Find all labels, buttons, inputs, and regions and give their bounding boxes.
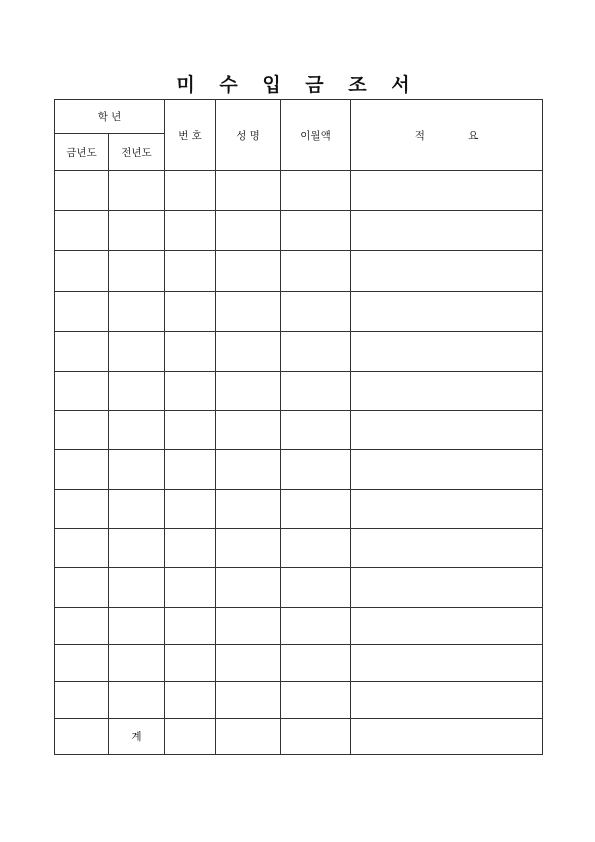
table-cell[interactable] <box>351 411 543 450</box>
table-cell[interactable] <box>351 372 543 411</box>
table-cell[interactable] <box>216 292 281 332</box>
table-cell[interactable] <box>55 211 109 251</box>
header-name: 성 명 <box>216 100 281 171</box>
header-this-year: 금년도 <box>55 134 109 171</box>
table-cell[interactable] <box>216 171 281 211</box>
table-cell[interactable] <box>165 411 216 450</box>
table-cell[interactable] <box>165 211 216 251</box>
table-cell[interactable] <box>109 332 165 372</box>
table-cell[interactable] <box>55 411 109 450</box>
table-cell[interactable] <box>351 645 543 682</box>
table-cell[interactable] <box>165 292 216 332</box>
table-cell[interactable] <box>281 450 351 490</box>
table-cell[interactable] <box>55 490 109 529</box>
total-cell[interactable] <box>165 719 216 755</box>
table-cell[interactable] <box>281 608 351 645</box>
table-cell[interactable] <box>216 450 281 490</box>
table-cell[interactable] <box>351 251 543 292</box>
table-cell[interactable] <box>109 211 165 251</box>
header-number: 번 호 <box>165 100 216 171</box>
table-cell[interactable] <box>351 608 543 645</box>
total-label: 계 <box>109 719 165 755</box>
table-cell[interactable] <box>165 529 216 568</box>
table-row <box>55 645 543 682</box>
table-cell[interactable] <box>165 645 216 682</box>
table-cell[interactable] <box>55 450 109 490</box>
table-cell[interactable] <box>165 251 216 292</box>
table-row <box>55 372 543 411</box>
table-row <box>55 171 543 211</box>
table-cell[interactable] <box>109 529 165 568</box>
header-prev-year: 전년도 <box>109 134 165 171</box>
table-cell[interactable] <box>55 682 109 719</box>
table-cell[interactable] <box>165 682 216 719</box>
table-cell[interactable] <box>216 251 281 292</box>
table-row <box>55 411 543 450</box>
table-cell[interactable] <box>351 490 543 529</box>
table-cell[interactable] <box>281 372 351 411</box>
table-cell[interactable] <box>165 372 216 411</box>
table-cell[interactable] <box>281 490 351 529</box>
header-remarks: 적 요 <box>351 100 543 171</box>
total-row <box>55 719 543 755</box>
table-cell[interactable] <box>55 568 109 608</box>
table-cell[interactable] <box>216 568 281 608</box>
table-cell[interactable] <box>165 568 216 608</box>
table-cell[interactable] <box>351 682 543 719</box>
table-cell[interactable] <box>216 608 281 645</box>
table-cell[interactable] <box>109 171 165 211</box>
table-row <box>55 211 543 251</box>
table-cell[interactable] <box>281 411 351 450</box>
table-cell[interactable] <box>216 682 281 719</box>
table-cell[interactable] <box>216 490 281 529</box>
table-cell[interactable] <box>109 411 165 450</box>
table-cell[interactable] <box>281 332 351 372</box>
table-cell[interactable] <box>109 645 165 682</box>
table-cell[interactable] <box>55 645 109 682</box>
table-cell[interactable] <box>351 211 543 251</box>
table-cell[interactable] <box>55 529 109 568</box>
table-cell[interactable] <box>281 568 351 608</box>
table-cell[interactable] <box>109 292 165 332</box>
table-cell[interactable] <box>216 372 281 411</box>
table-cell[interactable] <box>109 682 165 719</box>
table-cell[interactable] <box>55 171 109 211</box>
table-cell[interactable] <box>281 682 351 719</box>
table-row <box>55 332 543 372</box>
table-cell[interactable] <box>216 529 281 568</box>
table-row <box>55 682 543 719</box>
header-carryover: 이월액 <box>281 100 351 171</box>
table-cell[interactable] <box>216 645 281 682</box>
table-cell[interactable] <box>351 529 543 568</box>
table-cell[interactable] <box>109 372 165 411</box>
total-cell[interactable] <box>55 719 109 755</box>
table-cell[interactable] <box>281 529 351 568</box>
table-cell[interactable] <box>165 608 216 645</box>
table-body <box>55 171 543 755</box>
table-cell[interactable] <box>216 211 281 251</box>
table-row <box>55 490 543 529</box>
total-cell[interactable] <box>351 719 543 755</box>
table-cell[interactable] <box>165 450 216 490</box>
unpaid-receipts-table <box>54 99 543 755</box>
table-cell[interactable] <box>281 645 351 682</box>
table-cell[interactable] <box>351 171 543 211</box>
table-cell[interactable] <box>216 411 281 450</box>
table-cell[interactable] <box>109 450 165 490</box>
table-cell[interactable] <box>55 251 109 292</box>
document-title: 미 수 입 금 조 서 <box>176 74 419 96</box>
table-cell[interactable] <box>281 211 351 251</box>
table-cell[interactable] <box>109 251 165 292</box>
table-cell[interactable] <box>351 332 543 372</box>
table-cell[interactable] <box>281 292 351 332</box>
table-cell[interactable] <box>351 450 543 490</box>
table-cell[interactable] <box>109 490 165 529</box>
table-cell[interactable] <box>165 490 216 529</box>
table-row <box>55 251 543 292</box>
table-cell[interactable] <box>351 292 543 332</box>
table-cell[interactable] <box>109 608 165 645</box>
table-cell[interactable] <box>351 568 543 608</box>
table-cell[interactable] <box>55 332 109 372</box>
total-cell[interactable] <box>281 719 351 755</box>
table-cell[interactable] <box>109 568 165 608</box>
table-row <box>55 529 543 568</box>
table-row <box>55 608 543 645</box>
table-cell[interactable] <box>281 251 351 292</box>
table-cell[interactable] <box>55 608 109 645</box>
table-cell[interactable] <box>55 372 109 411</box>
table-cell[interactable] <box>165 171 216 211</box>
header-grade: 학 년 <box>55 100 165 134</box>
total-cell[interactable] <box>216 719 281 755</box>
table-cell[interactable] <box>281 171 351 211</box>
table-cell[interactable] <box>165 332 216 372</box>
table-row <box>55 568 543 608</box>
table-cell[interactable] <box>55 292 109 332</box>
table-cell[interactable] <box>216 332 281 372</box>
table-row <box>55 292 543 332</box>
table-row <box>55 450 543 490</box>
